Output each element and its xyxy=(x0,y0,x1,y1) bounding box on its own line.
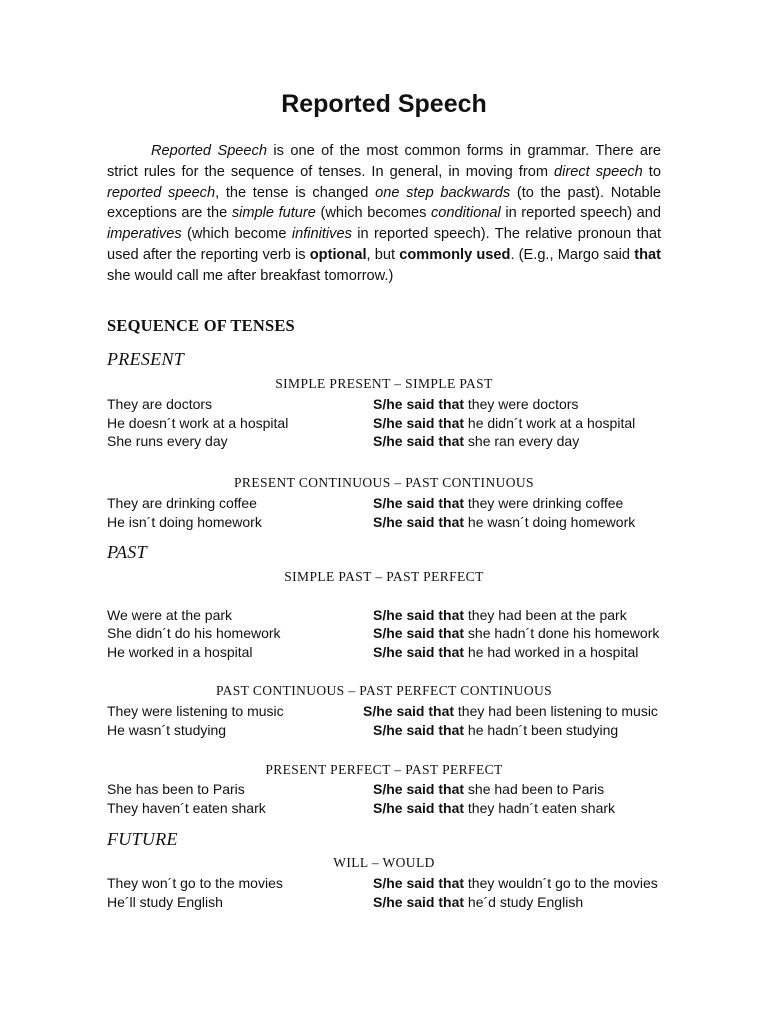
reported-clause: she ran every day xyxy=(464,433,580,449)
intro-text: , the tense is changed xyxy=(215,184,376,201)
said-that-label: S/he said that xyxy=(373,433,465,449)
direct-speech: He´ll study English xyxy=(107,894,223,910)
reported-speech xyxy=(373,494,623,513)
reported-clause: he had worked in a hospital xyxy=(464,644,639,660)
example-row xyxy=(107,721,707,740)
group-heading-past: PAST xyxy=(107,542,147,562)
reported-speech xyxy=(373,799,615,818)
reported-clause: he didn´t work at a hospital xyxy=(464,415,636,431)
subheading-will-would: WILL – WOULD xyxy=(333,855,435,870)
reported-clause: he wasn´t doing homework xyxy=(464,514,636,530)
direct-speech: They are drinking coffee xyxy=(107,495,257,511)
direct-speech: We were at the park xyxy=(107,607,233,623)
example-row xyxy=(107,893,707,912)
direct-speech: He worked in a hospital xyxy=(107,644,253,660)
reported-speech xyxy=(373,432,579,451)
example-row xyxy=(107,643,707,662)
intro-term-reported-speech: Reported Speech xyxy=(151,143,267,159)
direct-speech: She has been to Paris xyxy=(107,781,245,797)
direct-speech: She didn´t do his homework xyxy=(107,625,281,641)
reported-clause: they were doctors xyxy=(464,396,579,412)
intro-text: (to the past). Notable exceptions are the xyxy=(107,184,661,222)
reported-clause: they had been listening to music xyxy=(454,703,658,719)
intro-text: in reported speech). The relative pronoun that used after the reporting verb is xyxy=(107,226,661,263)
reported-speech xyxy=(373,395,578,414)
said-that-label: S/he said that xyxy=(373,800,465,816)
reported-speech xyxy=(373,893,583,912)
said-that-label: S/he said that xyxy=(373,514,465,530)
said-that-label: S/he said that xyxy=(373,396,465,412)
said-that-label: S/he said that xyxy=(373,644,465,660)
reported-speech xyxy=(373,606,627,625)
reported-clause: he hadn´t been studying xyxy=(464,722,619,738)
example-row xyxy=(107,414,707,433)
group-heading-present: PRESENT xyxy=(107,349,185,369)
subheading-present-perfect: PRESENT PERFECT – PAST PERFECT xyxy=(265,762,503,777)
reported-speech xyxy=(373,513,635,532)
example-row xyxy=(107,702,707,721)
example-row xyxy=(107,432,707,451)
intro-term-imperatives: imperatives xyxy=(107,226,182,243)
intro-paragraph xyxy=(107,141,661,287)
direct-speech: They haven´t eaten shark xyxy=(107,800,266,816)
intro-term-infinitives: infinitives xyxy=(291,226,352,243)
page-title: Reported Speech xyxy=(281,90,487,118)
intro-text: to xyxy=(642,163,661,180)
intro-text: (which becomes xyxy=(315,205,431,222)
reported-clause: he´d study English xyxy=(464,894,584,910)
reported-clause: they were drinking coffee xyxy=(464,495,624,511)
intro-term-one-step-backwards: one step backwards xyxy=(375,184,511,201)
intro-text: , but xyxy=(366,246,400,263)
intro-term-commonly-used: commonly used xyxy=(399,246,511,263)
intro-text: she would call me after breakfast tomorrow.) xyxy=(107,267,394,284)
reported-clause: they had been at the park xyxy=(464,607,627,623)
intro-term-reported-speech-2: reported speech xyxy=(107,184,216,201)
reported-clause: she hadn´t done his homework xyxy=(464,625,660,641)
subheading-simple-past: SIMPLE PAST – PAST PERFECT xyxy=(284,569,484,584)
reported-clause: they wouldn´t go to the movies xyxy=(464,875,658,891)
example-row xyxy=(107,513,707,532)
intro-term-optional: optional xyxy=(309,246,367,263)
example-row xyxy=(107,395,707,414)
direct-speech: He isn´t doing homework xyxy=(107,514,262,530)
group-heading-future: FUTURE xyxy=(107,829,178,849)
said-that-label: S/he said that xyxy=(373,894,465,910)
example-row xyxy=(107,494,707,513)
said-that-label: S/he said that xyxy=(373,495,465,511)
example-row xyxy=(107,780,707,799)
section-heading-sequence-of-tenses: SEQUENCE OF TENSES xyxy=(107,316,295,335)
subheading-simple-present: SIMPLE PRESENT – SIMPLE PAST xyxy=(275,376,493,391)
reported-speech xyxy=(373,780,604,799)
intro-term-that: that xyxy=(634,246,661,263)
subheading-present-continuous: PRESENT CONTINUOUS – PAST CONTINUOUS xyxy=(234,475,534,490)
intro-text: is one of the most common forms in grammar. There are strict rules for the sequence of tenses. In general, in moving from xyxy=(107,143,661,180)
reported-clause: she had been to Paris xyxy=(464,781,605,797)
reported-clause: they hadn´t eaten shark xyxy=(464,800,616,816)
example-row xyxy=(107,799,707,818)
reported-speech xyxy=(363,702,658,721)
intro-text: (which become xyxy=(181,226,292,243)
said-that-label: S/he said that xyxy=(373,781,465,797)
reported-speech xyxy=(373,643,638,662)
intro-term-direct-speech: direct speech xyxy=(554,163,643,180)
direct-speech: They are doctors xyxy=(107,396,213,412)
said-that-label: S/he said that xyxy=(363,703,455,719)
intro-term-conditional: conditional xyxy=(430,205,501,222)
direct-speech: They were listening to music xyxy=(107,703,284,719)
direct-speech: He wasn´t studying xyxy=(107,722,227,738)
direct-speech: He doesn´t work at a hospital xyxy=(107,415,289,431)
subheading-past-continuous: PAST CONTINUOUS – PAST PERFECT CONTINUOUS xyxy=(215,683,553,698)
said-that-label: S/he said that xyxy=(373,607,465,623)
reported-speech xyxy=(373,414,635,433)
example-row xyxy=(107,624,707,643)
intro-term-simple-future: simple future xyxy=(231,205,316,222)
said-that-label: S/he said that xyxy=(373,415,465,431)
direct-speech: They won´t go to the movies xyxy=(107,875,283,891)
direct-speech: She runs every day xyxy=(107,433,228,449)
intro-text: in reported speech) and xyxy=(500,205,661,222)
said-that-label: S/he said that xyxy=(373,722,465,738)
reported-speech xyxy=(373,874,658,893)
said-that-label: S/he said that xyxy=(373,625,465,641)
said-that-label: S/he said that xyxy=(373,875,465,891)
example-row xyxy=(107,606,707,625)
reported-speech xyxy=(373,624,659,643)
reported-speech xyxy=(373,721,618,740)
intro-text: . (E.g., Margo said xyxy=(510,246,635,263)
example-row xyxy=(107,874,707,893)
